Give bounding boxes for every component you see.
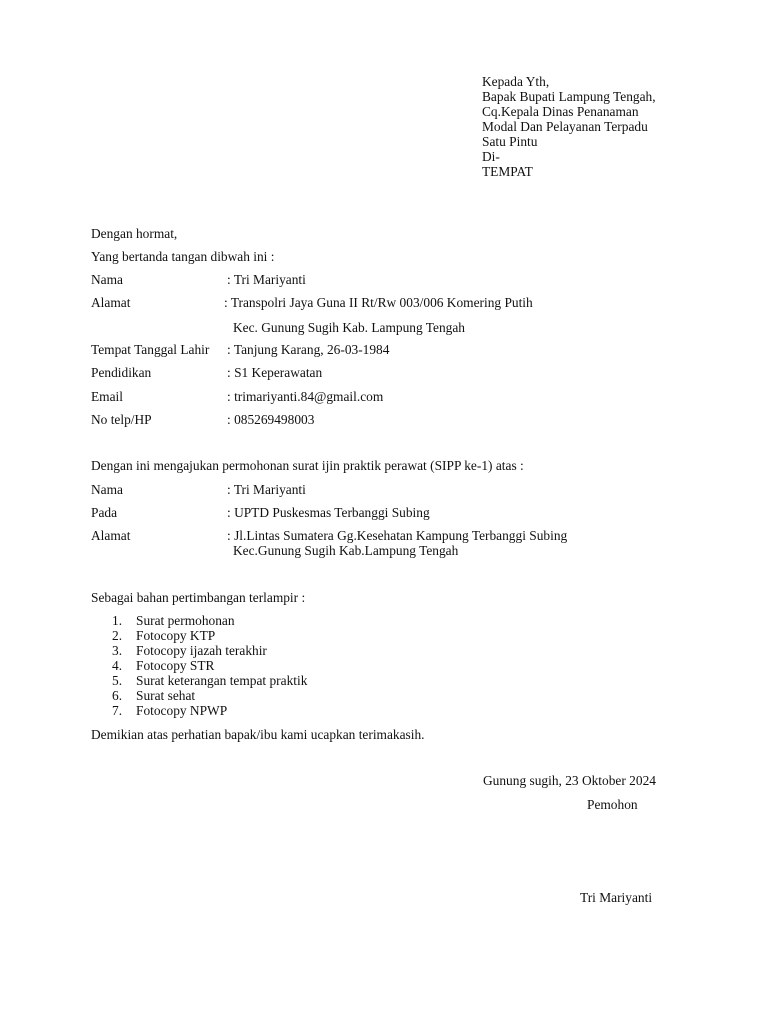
recipient-line: Bapak Bupati Lampung Tengah, xyxy=(482,89,656,104)
field-label: Alamat xyxy=(91,295,131,310)
list-number: 2. xyxy=(112,628,123,643)
recipient-line: Kepada Yth, xyxy=(482,74,550,89)
field-label: Email xyxy=(91,389,123,404)
field-label: Tempat Tanggal Lahir xyxy=(91,342,210,357)
field-value: : S1 Keperawatan xyxy=(227,365,323,380)
recipient-line: Satu Pintu xyxy=(482,134,538,149)
list-number: 7. xyxy=(112,703,123,718)
field-value: : Tri Mariyanti xyxy=(227,272,306,287)
field-value: : Jl.Lintas Sumatera Gg.Kesehatan Kampung Terbanggi Subing xyxy=(227,528,568,543)
list-number: 5. xyxy=(112,673,123,688)
field-label: Nama xyxy=(91,482,123,497)
list-text: Fotocopy ijazah terakhir xyxy=(136,643,267,658)
recipient-block xyxy=(482,74,656,179)
field-label: No telp/HP xyxy=(91,412,152,427)
recipient-line: Cq.Kepala Dinas Penanaman xyxy=(482,104,639,119)
recipient-line: Di- xyxy=(482,149,500,164)
attachments-intro: Sebagai bahan pertimbangan terlampir : xyxy=(91,590,306,605)
list-number: 4. xyxy=(112,658,123,673)
list-text: Surat sehat xyxy=(136,688,196,703)
list-text: Surat permohonan xyxy=(136,613,235,628)
signature-role: Pemohon xyxy=(587,797,638,812)
recipient-line: Modal Dan Pelayanan Terpadu xyxy=(482,119,648,134)
list-text: Fotocopy NPWP xyxy=(136,703,228,718)
field-value: : UPTD Puskesmas Terbanggi Subing xyxy=(227,505,430,520)
practice-address-continuation: Kec.Gunung Sugih Kab.Lampung Tengah xyxy=(233,543,459,558)
recipient-line: TEMPAT xyxy=(482,164,533,179)
list-text: Surat keterangan tempat praktik xyxy=(136,673,308,688)
field-label: Nama xyxy=(91,272,123,287)
field-value: : Tanjung Karang, 26-03-1984 xyxy=(227,342,390,357)
list-text: Fotocopy KTP xyxy=(136,628,216,643)
list-number: 1. xyxy=(112,613,123,628)
intro-text: Yang bertanda tangan dibwah ini : xyxy=(91,249,275,264)
greeting: Dengan hormat, xyxy=(91,226,178,241)
field-value: : Tri Mariyanti xyxy=(227,482,306,497)
signature-name: Tri Mariyanti xyxy=(580,890,653,905)
field-value: : trimariyanti.84@gmail.com xyxy=(227,389,384,404)
field-label: Pendidikan xyxy=(91,365,152,380)
list-number: 3. xyxy=(112,643,123,658)
field-label: Pada xyxy=(91,505,118,520)
field-label: Alamat xyxy=(91,528,131,543)
request-intro: Dengan ini mengajukan permohonan surat ijin praktik perawat (SIPP ke-1) atas : xyxy=(91,458,524,473)
field-value: : Transpolri Jaya Guna II Rt/Rw 003/006 Komering Putih xyxy=(224,295,533,310)
signature-place-date: Gunung sugih, 23 Oktober 2024 xyxy=(483,773,656,788)
list-number: 6. xyxy=(112,688,123,703)
field-value: : 085269498003 xyxy=(227,412,315,427)
applicant-address-continuation: Kec. Gunung Sugih Kab. Lampung Tengah xyxy=(233,320,465,335)
list-text: Fotocopy STR xyxy=(136,658,215,673)
closing-text: Demikian atas perhatian bapak/ibu kami ucapkan terimakasih. xyxy=(91,727,425,742)
